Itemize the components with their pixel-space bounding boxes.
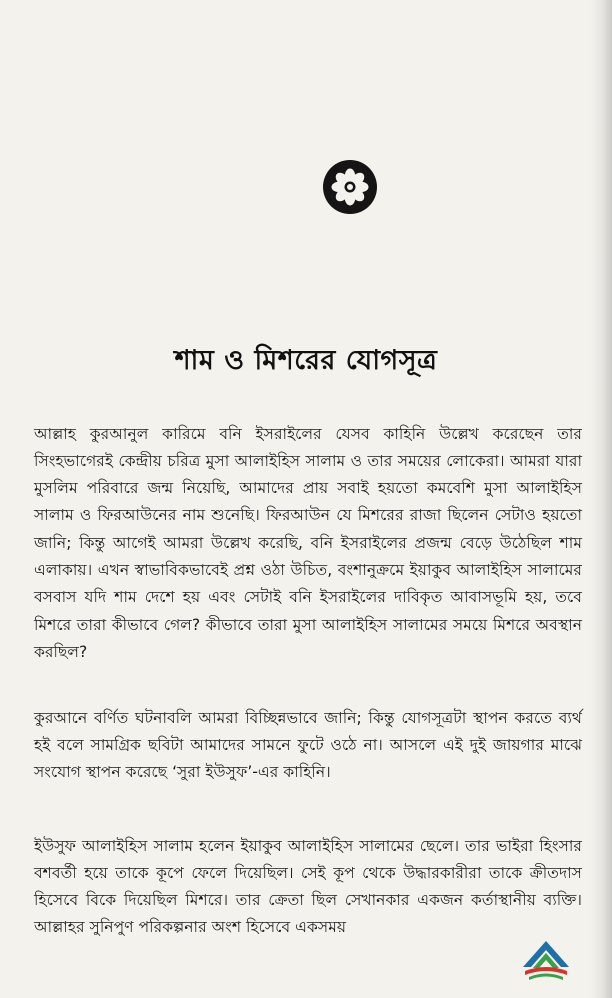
flower-medallion-icon [322, 159, 378, 215]
publisher-logo-icon [517, 937, 575, 983]
paragraph-1: আল্লাহ কুরআনুল কারিমে বনি ইসরাইলের যেসব কাহিনি উল্লেখ করেছেন তার সিংহভাগেরই কেন্দ্রীয় চরিত্র মুসা আলাইহিস সালাম ও তার সময়ের লোকেরা। আমরা যারা মুসলিম পরিবারে জন্ম নিয়েছি, আমাদের প্রায় সবাই হয়তো কমবেশি মুসা আলাইহিস সালাম ও ফিরআউনের নাম শুনেছি। ফিরআউন যে মিশরের রাজা ছিলেন সেটাও হয়তো জানি; কিন্তু আগেই আমরা উল্লেখ করেছি, বনি ইসরাইলের প্রজন্ম বেড়ে উঠেছিল শাম এলাকায়। এখন স্বাভাবিকভাবেই প্রশ্ন ওঠা উচিত, বংশানুক্রমে ইয়াকুব আলাইহিস সালামের বসবাস যদি শাম দেশে হয় এবং সেটাই বনি ইসরাইলের দাবিকৃত আবাসভূমি হয়, তবে মিশরে তারা কীভাবে গেল? কীভাবে তারা মুসা আলাইহিস সালামের সময়ে মিশরে অবস্থান করছিল? [34, 424, 582, 661]
paragraph-3: ইউসুফ আলাইহিস সালাম হলেন ইয়াকুব আলাইহিস সালামের ছেলে। তার ভাইরা হিংসার বশবর্তী হয়ে তাকে কূপে ফেলে দিয়েছিল। সেই কূপ থেকে উদ্ধারকারীরা তাকে ক্রীতদাস হিসেবে বিকে দিয়েছিল মিশরে। তার ক্রেতা ছিল সেখানকার একজন কর্তাস্থানীয় ব্যক্তি। আল্লাহর সুনিপুণ পরিকল্পনার অংশ হিসেবে একসময় [34, 836, 582, 937]
page-gutter-shadow [590, 0, 612, 998]
paragraph-2: কুরআনে বর্ণিত ঘটনাবলি আমরা বিচ্ছিন্নভাবে জানি; কিন্তু যোগসূত্রটা স্থাপন করতে ব্যর্থ হই বলে সামগ্রিক ছবিটা আমাদের সামনে ফুটে ওঠে না। আসলে এই দুই জায়গার মাঝে সংযোগ স্থাপন করেছে ‘সুরা ইউসুফ’-এর কাহিনি। [34, 708, 582, 782]
chapter-title: শাম ও মিশরের যোগসূত্র [174, 345, 438, 376]
